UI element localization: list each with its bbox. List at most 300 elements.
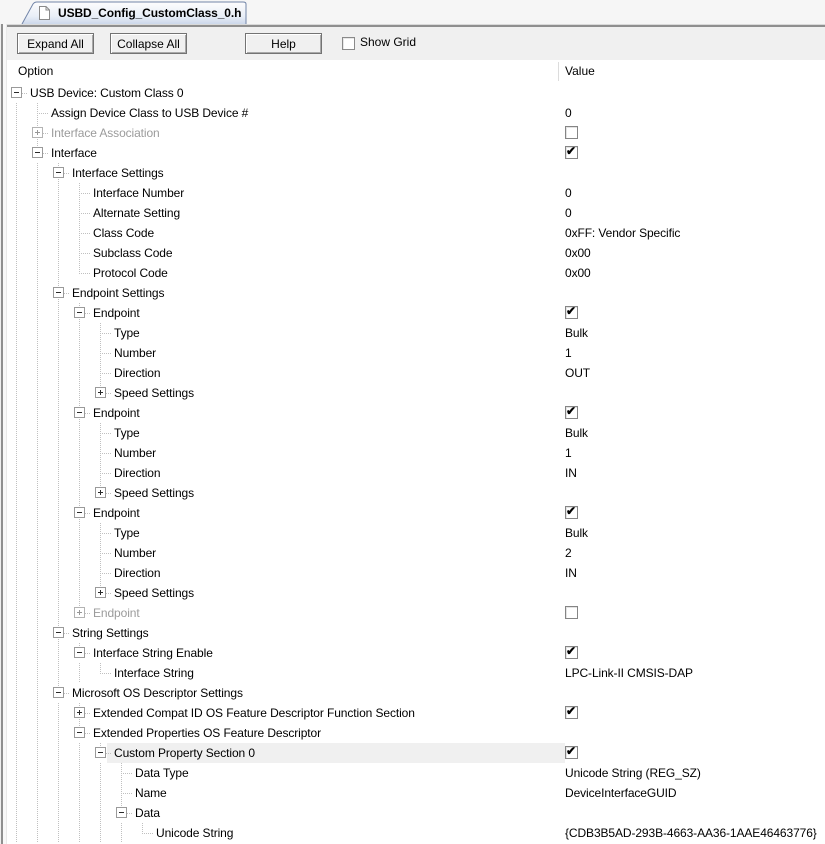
expander-minus-icon[interactable] — [95, 747, 106, 758]
tree-guide — [79, 233, 80, 243]
tree-row[interactable] — [0, 83, 825, 103]
tree-row[interactable] — [0, 783, 825, 803]
value-text[interactable]: Bulk — [565, 426, 588, 440]
option-tree — [0, 83, 825, 844]
tree-connector — [100, 673, 112, 674]
tree-guide — [37, 663, 38, 683]
tree-guide — [100, 823, 101, 843]
tree-guide — [79, 193, 80, 203]
option-label: Number — [114, 446, 157, 460]
value-checkbox-checked[interactable] — [565, 406, 578, 419]
tree-guide — [79, 803, 80, 823]
tree-guide — [58, 263, 59, 283]
expander-minus-icon[interactable] — [74, 727, 85, 738]
value-text[interactable]: 0x00 — [565, 266, 591, 280]
tree-guide — [37, 163, 38, 183]
tree-guide — [121, 823, 122, 843]
tree-guide — [37, 803, 38, 823]
option-column-header[interactable]: Option — [18, 64, 54, 78]
tree-guide — [100, 663, 101, 673]
tree-guide — [16, 243, 17, 263]
tree-guide — [37, 243, 38, 263]
tree-guide — [16, 223, 17, 243]
tree-guide — [16, 463, 17, 483]
tree-row[interactable] — [0, 343, 825, 363]
tree-guide — [58, 463, 59, 483]
tree-row[interactable] — [0, 623, 825, 643]
tree-guide — [58, 203, 59, 223]
tree-guide — [58, 723, 59, 743]
option-label: Interface — [51, 146, 97, 160]
tree-guide — [16, 423, 17, 443]
tab-title: USBD_Config_CustomClass_0.h — [58, 6, 242, 20]
option-label: Microsoft OS Descriptor Settings — [72, 686, 243, 700]
option-label: Alternate Setting — [93, 206, 181, 220]
tree-guide — [16, 643, 17, 663]
tree-row[interactable] — [0, 523, 825, 543]
expander-minus-icon[interactable] — [11, 87, 22, 98]
option-label: Interface String — [114, 666, 194, 680]
tree-guide — [58, 663, 59, 683]
tree-guide — [58, 303, 59, 323]
tree-guide — [58, 823, 59, 843]
tree-guide — [16, 443, 17, 463]
tree-connector — [100, 573, 112, 574]
tree-connector — [37, 113, 49, 114]
tree-guide — [100, 353, 101, 363]
tree-row[interactable] — [0, 563, 825, 583]
option-label: Protocol Code — [93, 266, 168, 280]
tree-connector — [100, 453, 112, 454]
tree-row[interactable] — [0, 683, 825, 703]
column-header — [0, 60, 825, 84]
value-checkbox-unchecked[interactable] — [565, 126, 578, 139]
tree-guide — [79, 383, 80, 403]
tree-connector — [79, 253, 91, 254]
option-label: Speed Settings — [114, 386, 194, 400]
expander-minus-icon[interactable] — [116, 807, 127, 818]
tree-row[interactable] — [0, 203, 825, 223]
tree-guide — [100, 523, 101, 533]
tree-guide — [58, 503, 59, 523]
tree-guide — [79, 323, 80, 343]
value-text[interactable]: 0xFF: Vendor Specific — [565, 226, 681, 240]
tree-guide — [37, 383, 38, 403]
expander-plus-icon[interactable] — [95, 587, 106, 598]
expander-plus-icon[interactable] — [95, 387, 106, 398]
tree-guide — [79, 253, 80, 263]
tree-guide — [58, 363, 59, 383]
tree-row[interactable] — [0, 803, 825, 823]
expander-minus-icon[interactable] — [74, 507, 85, 518]
tree-guide — [37, 623, 38, 643]
tree-row[interactable] — [0, 583, 825, 603]
tree-guide — [79, 443, 80, 463]
expander-minus-icon[interactable] — [74, 647, 85, 658]
tree-row[interactable] — [0, 323, 825, 343]
option-label: Data — [135, 806, 160, 820]
tree-row[interactable] — [0, 103, 825, 123]
option-label: Type — [114, 426, 140, 440]
tree-guide — [58, 543, 59, 563]
tree-connector — [121, 773, 133, 774]
option-label: Name — [135, 786, 167, 800]
tree-guide — [37, 763, 38, 783]
tree-row[interactable] — [0, 163, 825, 183]
expander-minus-icon[interactable] — [53, 167, 64, 178]
tree-guide — [16, 363, 17, 383]
tree-guide — [37, 503, 38, 523]
value-text[interactable]: Bulk — [565, 526, 588, 540]
tree-guide — [37, 823, 38, 843]
tree-guide — [16, 103, 17, 123]
tree-guide — [37, 563, 38, 583]
tree-guide — [58, 183, 59, 203]
tree-guide — [79, 213, 80, 223]
tree-guide — [100, 543, 101, 553]
tree-guide — [37, 723, 38, 743]
tree-guide — [79, 203, 80, 213]
value-text[interactable]: DeviceInterfaceGUID — [565, 786, 677, 800]
option-label: Custom Property Section 0 — [114, 746, 255, 760]
value-checkbox-checked[interactable] — [565, 746, 578, 759]
tree-guide — [79, 183, 80, 193]
tree-row[interactable] — [0, 263, 825, 283]
tree-guide — [58, 443, 59, 463]
tree-row[interactable] — [0, 303, 825, 323]
tree-guide — [79, 763, 80, 783]
tree-guide — [100, 443, 101, 453]
check-icon: ✔ — [566, 704, 577, 718]
value-text[interactable]: Bulk — [565, 326, 588, 340]
tree-connector — [100, 473, 112, 474]
tree-guide — [79, 363, 80, 383]
tree-guide — [121, 773, 122, 783]
expander-minus-icon[interactable] — [32, 147, 43, 158]
value-text[interactable]: {CDB3B5AD-293B-4663-AA36-1AAE46463776} — [565, 826, 817, 840]
expander-minus-icon[interactable] — [53, 627, 64, 638]
tree-guide — [100, 363, 101, 373]
option-label: Type — [114, 526, 140, 540]
expander-plus-icon[interactable] — [74, 707, 85, 718]
value-text[interactable]: 2 — [565, 546, 572, 560]
option-label: Extended Compat ID OS Feature Descriptor Function Section — [93, 706, 415, 720]
tree-guide — [58, 423, 59, 443]
tree-guide — [16, 723, 17, 743]
option-label: Direction — [114, 566, 161, 580]
tree-guide — [16, 343, 17, 363]
tree-guide — [37, 323, 38, 343]
option-label: USB Device: Custom Class 0 — [30, 86, 184, 100]
tree-row[interactable] — [0, 603, 825, 623]
option-label: Endpoint — [93, 606, 140, 620]
value-text[interactable]: Unicode String (REG_SZ) — [565, 766, 701, 780]
tree-guide — [142, 823, 143, 833]
tree-row[interactable] — [0, 643, 825, 663]
tree-connector — [100, 333, 112, 334]
expander-minus-icon[interactable] — [53, 687, 64, 698]
tree-guide — [37, 103, 38, 113]
value-checkbox-checked[interactable] — [565, 646, 578, 659]
tree-guide — [58, 243, 59, 263]
tree-guide — [16, 203, 17, 223]
tree-guide — [16, 403, 17, 423]
tree-connector — [100, 353, 112, 354]
collapse-all-button[interactable]: Collapse All — [110, 33, 187, 54]
tree-guide — [37, 343, 38, 363]
tree-guide — [100, 343, 101, 353]
expander-plus-icon[interactable] — [32, 127, 43, 138]
tree-guide — [16, 563, 17, 583]
option-label: Endpoint Settings — [72, 286, 165, 300]
tree-guide — [16, 743, 17, 763]
tree-row[interactable] — [0, 723, 825, 743]
file-tab[interactable] — [21, 1, 249, 24]
option-label: Endpoint — [93, 406, 140, 420]
option-label: Class Code — [93, 226, 155, 240]
tree-guide — [79, 343, 80, 363]
tree-connector — [79, 233, 91, 234]
tree-guide — [58, 643, 59, 663]
tree-guide — [79, 523, 80, 543]
expander-minus-icon[interactable] — [53, 287, 64, 298]
tree-guide — [100, 563, 101, 573]
tree-row[interactable] — [0, 463, 825, 483]
tree-row[interactable] — [0, 663, 825, 683]
value-text[interactable]: OUT — [565, 366, 591, 380]
option-label: Number — [114, 546, 157, 560]
tree-guide — [79, 243, 80, 253]
tree-row[interactable] — [0, 423, 825, 443]
tree-guide — [58, 603, 59, 623]
expander-plus-icon[interactable] — [74, 607, 85, 618]
tree-row[interactable] — [0, 483, 825, 503]
value-column-header[interactable]: Value — [565, 64, 595, 78]
tree-guide — [16, 583, 17, 603]
tree-connector — [79, 193, 91, 194]
tree-guide — [16, 683, 17, 703]
tree-guide — [100, 463, 101, 473]
expander-minus-icon[interactable] — [74, 407, 85, 418]
option-label: Speed Settings — [114, 486, 194, 500]
tree-row[interactable] — [0, 223, 825, 243]
tree-connector — [100, 433, 112, 434]
tree-guide — [37, 703, 38, 723]
tree-guide — [37, 303, 38, 323]
tree-guide — [100, 553, 101, 563]
check-icon: ✔ — [566, 744, 577, 758]
value-checkbox-checked[interactable] — [565, 506, 578, 519]
tree-row[interactable] — [0, 283, 825, 303]
tree-guide — [37, 603, 38, 623]
tree-guide — [37, 203, 38, 223]
tree-guide — [16, 143, 17, 163]
tree-guide — [37, 363, 38, 383]
option-label: String Settings — [72, 626, 149, 640]
tree-guide — [16, 263, 17, 283]
option-label: Endpoint — [93, 306, 140, 320]
value-checkbox-checked[interactable] — [565, 146, 578, 159]
value-checkbox-checked[interactable] — [565, 306, 578, 319]
tree-guide — [16, 783, 17, 803]
tree-guide — [100, 373, 101, 383]
tree-guide — [37, 583, 38, 603]
value-checkbox-unchecked[interactable] — [565, 606, 578, 619]
tree-guide — [58, 563, 59, 583]
tree-guide — [37, 423, 38, 443]
tree-guide — [37, 543, 38, 563]
tree-guide — [58, 783, 59, 803]
tree-guide — [16, 823, 17, 843]
tree-guide — [100, 323, 101, 333]
tree-guide — [16, 323, 17, 343]
tree-guide — [100, 473, 101, 483]
document-icon — [38, 5, 51, 21]
tree-guide — [16, 763, 17, 783]
tree-connector — [79, 273, 91, 274]
option-label: Interface Number — [93, 186, 185, 200]
tree-row[interactable] — [0, 403, 825, 423]
tree-guide — [37, 263, 38, 283]
tree-connector — [100, 553, 112, 554]
tree-guide — [100, 803, 101, 823]
value-text[interactable]: 0 — [565, 186, 572, 200]
option-label: Type — [114, 326, 140, 340]
tree-row[interactable] — [0, 243, 825, 263]
tree-row[interactable] — [0, 743, 825, 763]
check-icon: ✔ — [566, 404, 577, 418]
tree-connector — [79, 213, 91, 214]
value-text[interactable]: 1 — [565, 346, 572, 360]
tree-guide — [37, 443, 38, 463]
tree-row[interactable] — [0, 123, 825, 143]
tree-row[interactable] — [0, 383, 825, 403]
check-icon: ✔ — [566, 644, 577, 658]
tree-guide — [79, 223, 80, 233]
tree-connector — [100, 373, 112, 374]
tree-guide — [16, 803, 17, 823]
tree-guide — [58, 583, 59, 603]
tree-guide — [100, 783, 101, 803]
tree-guide — [16, 663, 17, 683]
tree-row[interactable] — [0, 143, 825, 163]
tree-connector — [121, 793, 133, 794]
tree-guide — [16, 603, 17, 623]
tree-guide — [16, 523, 17, 543]
expand-all-button[interactable]: Expand All — [17, 33, 94, 54]
tree-guide — [37, 283, 38, 303]
option-label: Direction — [114, 366, 161, 380]
option-label: Subclass Code — [93, 246, 173, 260]
tree-row[interactable] — [0, 543, 825, 563]
value-text[interactable]: 0 — [565, 206, 572, 220]
tree-guide — [79, 663, 80, 683]
tree-guide — [121, 763, 122, 773]
tree-guide — [79, 563, 80, 583]
value-text[interactable]: IN — [565, 466, 577, 480]
tree-guide — [121, 783, 122, 793]
tree-row[interactable] — [0, 823, 825, 843]
tree-guide — [16, 383, 17, 403]
tree-guide — [16, 543, 17, 563]
option-label: Endpoint — [93, 506, 140, 520]
tree-guide — [79, 463, 80, 483]
tree-guide — [79, 423, 80, 443]
tree-guide — [37, 223, 38, 243]
option-label: Interface Association — [51, 126, 160, 140]
tree-guide — [58, 763, 59, 783]
tree-guide — [100, 533, 101, 543]
show-grid-checkbox[interactable] — [342, 37, 355, 50]
value-text[interactable]: 1 — [565, 446, 572, 460]
tree-row[interactable] — [0, 183, 825, 203]
tree-guide — [100, 423, 101, 433]
tree-row[interactable] — [0, 763, 825, 783]
option-label: Speed Settings — [114, 586, 194, 600]
tree-guide — [79, 263, 80, 273]
tree-row[interactable] — [0, 443, 825, 463]
tree-guide — [79, 583, 80, 603]
window-left-edge — [0, 24, 7, 844]
value-text[interactable]: 0 — [565, 106, 572, 120]
tree-guide — [37, 113, 38, 123]
tree-guide — [37, 403, 38, 423]
value-text[interactable]: LPC-Link-II CMSIS-DAP — [565, 666, 693, 680]
expander-plus-icon[interactable] — [95, 487, 106, 498]
tree-guide — [16, 123, 17, 143]
tree-guide — [58, 403, 59, 423]
tree-guide — [79, 543, 80, 563]
tree-guide — [16, 303, 17, 323]
tree-guide — [100, 573, 101, 583]
value-checkbox-checked[interactable] — [565, 706, 578, 719]
help-button[interactable]: Help — [245, 33, 322, 54]
tree-guide — [16, 183, 17, 203]
option-label: Data Type — [135, 766, 189, 780]
option-label: Interface String Enable — [93, 646, 213, 660]
tree-guide — [58, 703, 59, 723]
option-label: Direction — [114, 466, 161, 480]
tree-guide — [37, 783, 38, 803]
tree-guide — [58, 743, 59, 763]
tree-connector — [142, 833, 154, 834]
tree-row[interactable] — [0, 703, 825, 723]
tree-guide — [16, 623, 17, 643]
tree-guide — [37, 743, 38, 763]
tree-guide — [79, 743, 80, 763]
column-divider[interactable] — [558, 62, 559, 81]
tree-guide — [79, 483, 80, 503]
check-icon: ✔ — [566, 504, 577, 518]
tree-guide — [58, 803, 59, 823]
value-text[interactable]: 0x00 — [565, 246, 591, 260]
show-grid-label: Show Grid — [360, 35, 417, 49]
tree-guide — [100, 333, 101, 343]
tree-guide — [100, 433, 101, 443]
tree-guide — [37, 683, 38, 703]
tree-guide — [79, 823, 80, 843]
tree-guide — [58, 523, 59, 543]
expander-minus-icon[interactable] — [74, 307, 85, 318]
tree-guide — [16, 503, 17, 523]
tree-guide — [100, 763, 101, 783]
check-icon: ✔ — [566, 144, 577, 158]
option-label: Unicode String — [156, 826, 234, 840]
tree-row[interactable] — [0, 503, 825, 523]
tree-row[interactable] — [0, 363, 825, 383]
tree-guide — [79, 783, 80, 803]
value-text[interactable]: IN — [565, 566, 577, 580]
